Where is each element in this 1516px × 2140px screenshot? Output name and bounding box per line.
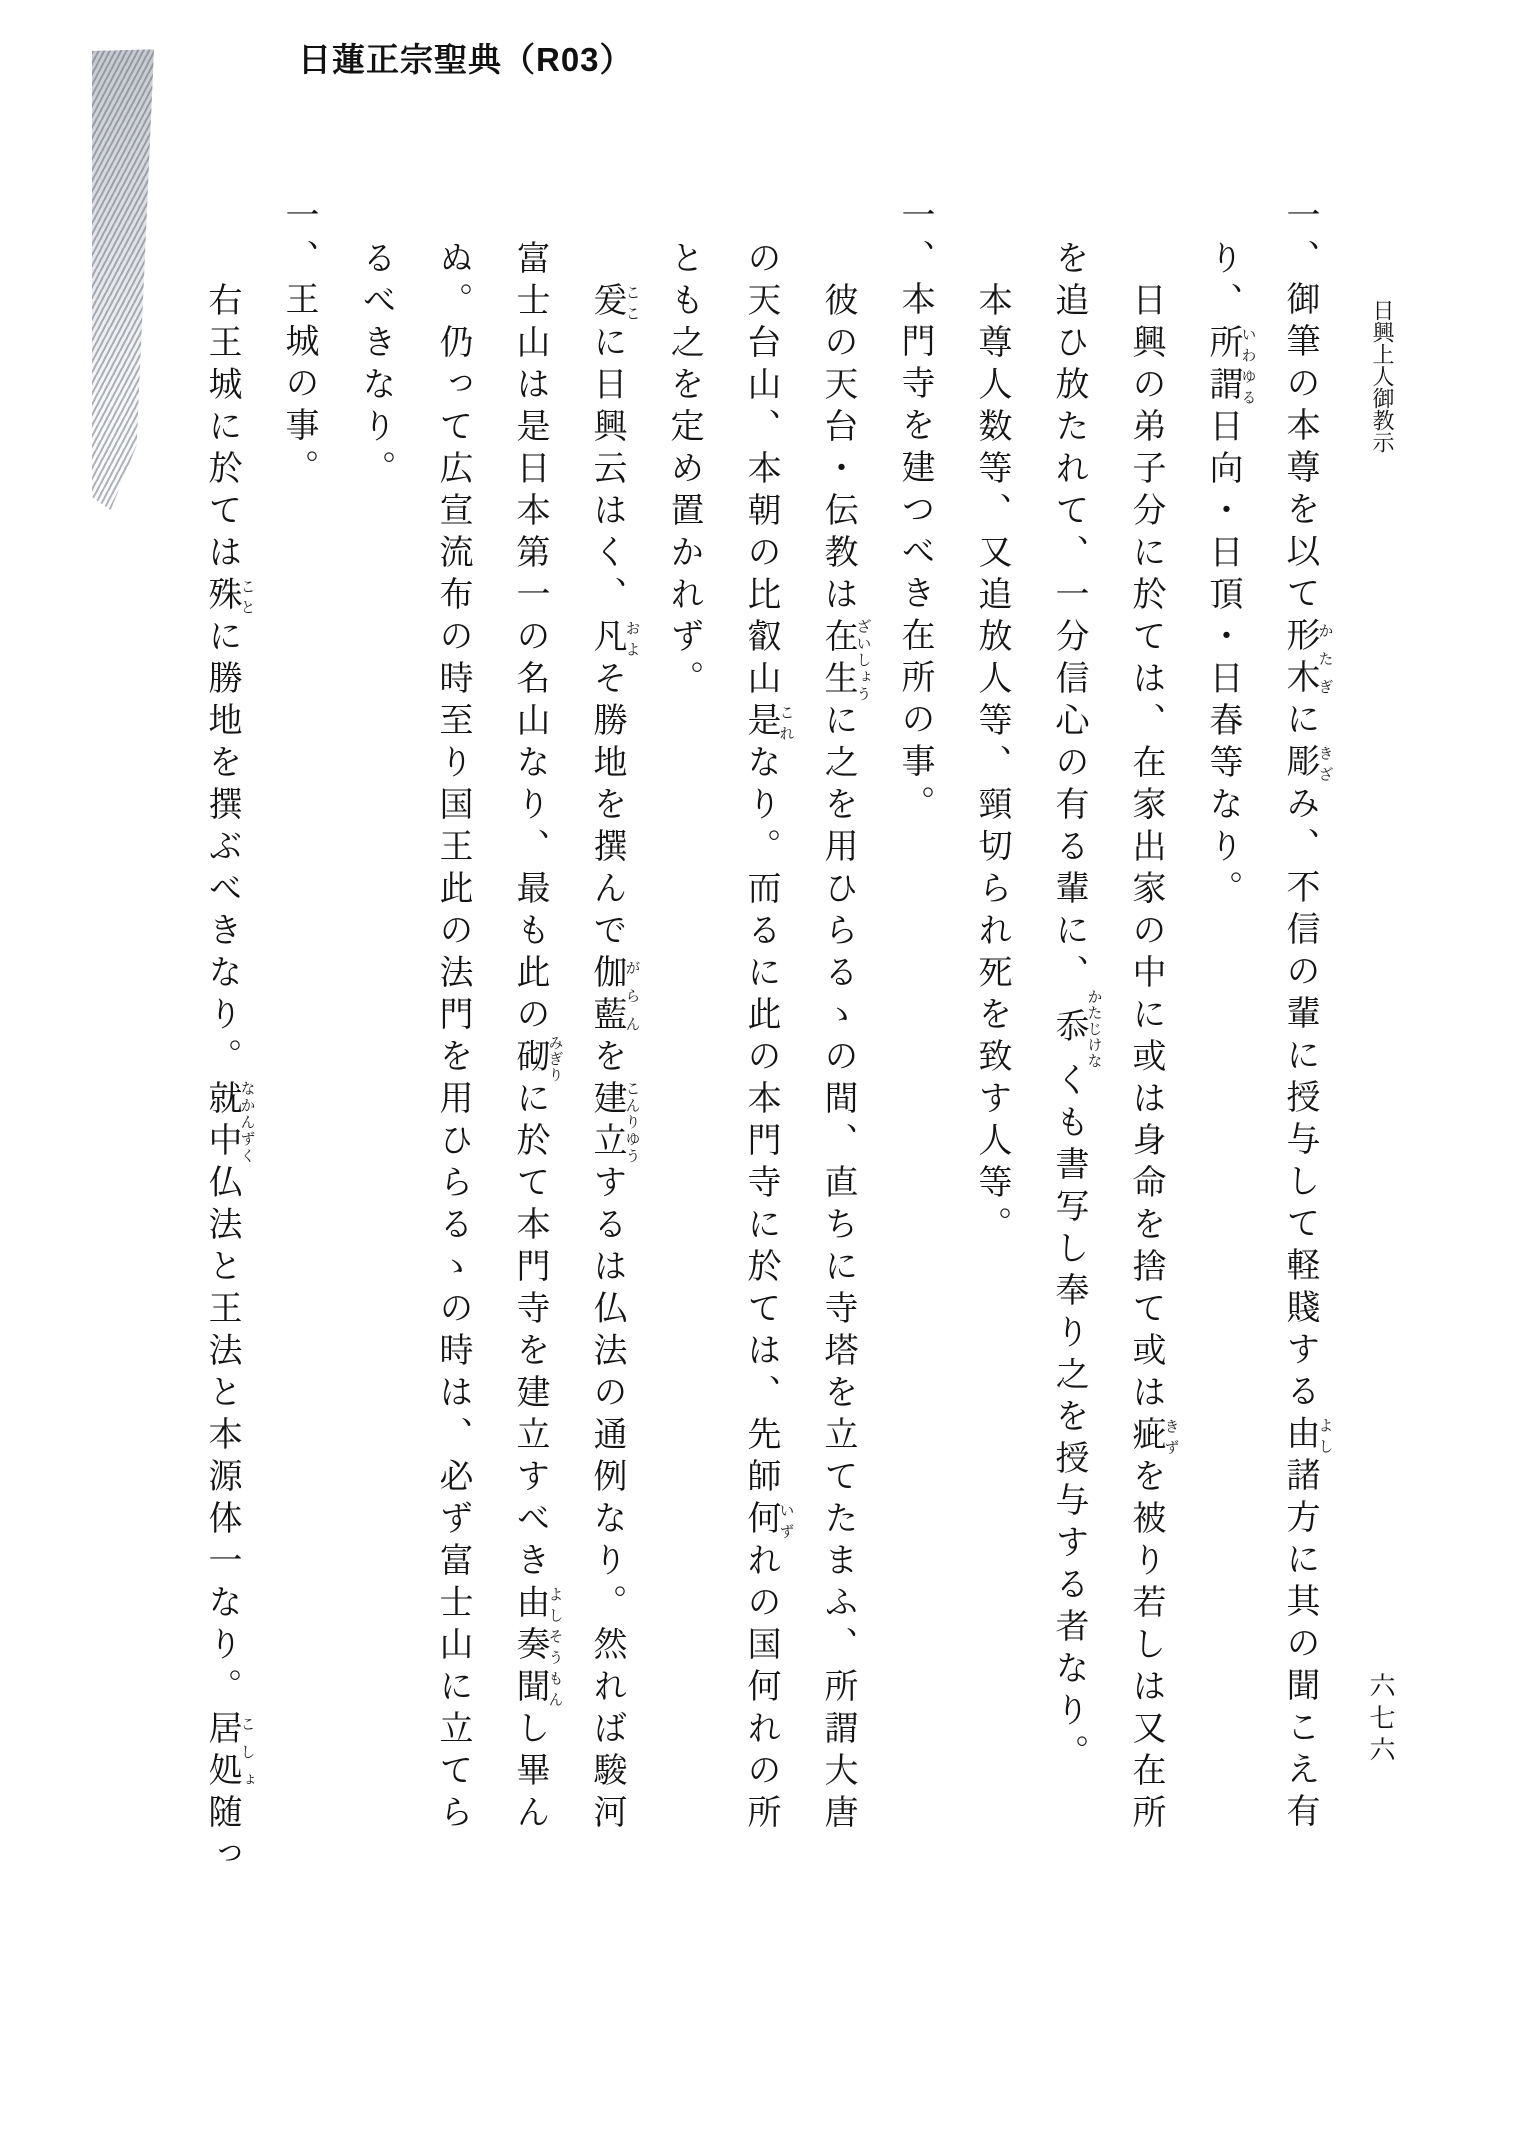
- text-column: の天台山、本朝の比叡山是これなり。而るに此の本門寺に於ては、先師何いずれの国何れの所: [742, 240, 794, 1836]
- ruby-annotated-text: 爰ここ: [588, 282, 640, 324]
- page-number: 六七六: [1366, 1672, 1395, 1768]
- ruby-annotated-text: 疵きず: [1127, 1416, 1179, 1458]
- text-column: 一、本門寺を建つべき在所の事。: [896, 197, 933, 827]
- ruby-annotated-text: 殊こと: [203, 576, 255, 618]
- text-column: 右王城に於ては殊ことに勝地を撰ぶべきなり。就中なかんずく仏法と王法と本源体一なり。居処こしょ随っ: [203, 282, 255, 1878]
- ruby-annotated-text: 彫きざ: [1281, 743, 1333, 785]
- text-column: 本尊人数等、又追放人等、頸切られ死を致す人等。: [973, 282, 1010, 1248]
- ruby-annotated-text: 是これ: [742, 702, 794, 744]
- text-column: とも之を定め置かれず。: [665, 240, 702, 702]
- text-column: 一、王城の事。: [280, 197, 317, 491]
- ruby-annotated-text: 居処こしょ: [203, 1710, 255, 1794]
- text-column: るべきなり。: [357, 240, 394, 492]
- ruby-annotated-text: 忝かたじけな: [1050, 989, 1102, 1069]
- text-column: り、所謂いわゆる日向・日頂・日春等なり。: [1204, 240, 1256, 912]
- text-column: を追ひ放たれて、一分信心の有る輩に、忝かたじけなくも書写し奉り之を授与する者なり。: [1050, 240, 1102, 1776]
- scan-smudge-artifact: [92, 49, 154, 511]
- text-column: 彼の天台・伝教は在生ざいしょうに之を用ひらるゝの間、直ちに寺塔を立てたまふ、所謂大唐: [819, 282, 871, 1836]
- ruby-annotated-text: 由よし: [1281, 1415, 1333, 1457]
- text-column: ぬ。仍って広宣流布の時至り国王此の法門を用ひらるゝの時は、必ず富士山に立てら: [434, 240, 471, 1836]
- ruby-annotated-text: 就中なかんずく: [203, 1080, 255, 1164]
- text-column: 爰ここに日興云はく、凡およそ勝地を撰んで伽藍がらんを建立こんりゆうするは仏法の通例なり。然れば駿河: [588, 282, 640, 1836]
- ruby-annotated-text: 由奏聞よしそうもん: [511, 1584, 563, 1710]
- ruby-annotated-text: 所謂いわゆる: [1204, 324, 1256, 408]
- ruby-annotated-text: 砌みぎり: [511, 1035, 563, 1083]
- ruby-annotated-text: 凡およ: [588, 618, 640, 660]
- page-title: 日蓮正宗聖典（R03）: [298, 41, 634, 78]
- ruby-annotated-text: 建立こんりゆう: [588, 1080, 640, 1164]
- text-column: 富士山は是日本第一の名山なり、最も此の砌みぎりに於て本門寺を建立すべき由奏聞よしそうもんし畢ん: [511, 240, 563, 1836]
- section-title: 日興上人御教示: [1370, 299, 1395, 453]
- ruby-annotated-text: 何いず: [742, 1500, 794, 1542]
- text-column: 日興の弟子分に於ては、在家出家の中に或は身命を捨て或は疵きずを被り若しは又在所: [1127, 282, 1179, 1836]
- body-text: [183, 197, 1338, 1977]
- ruby-annotated-text: 在生ざいしょう: [819, 618, 871, 702]
- ruby-annotated-text: 形木かたぎ: [1281, 617, 1333, 701]
- ruby-annotated-text: 伽藍がらん: [588, 954, 640, 1038]
- text-column: 一、御筆の本尊を以て形木かたぎに彫きざみ、不信の輩に授与して軽賤する由よし諸方に其の聞こえ有: [1281, 197, 1333, 1835]
